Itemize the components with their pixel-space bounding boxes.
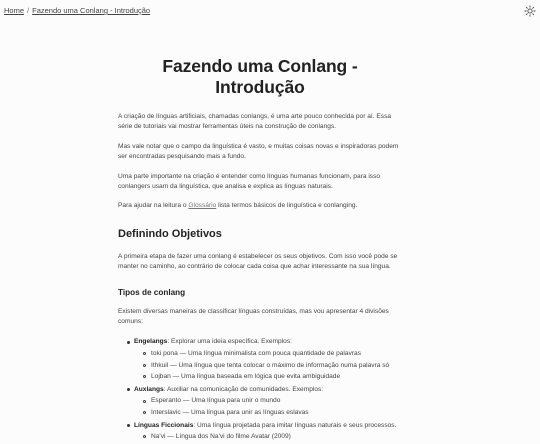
list-item: Lojban — Uma língua baseada em lógica que evita ambiguidade [134, 371, 402, 383]
conlang-types-list [118, 336, 402, 442]
list-item: Esperanto — Uma língua para unir o mundo [134, 395, 402, 407]
breadcrumb-separator: / [27, 6, 30, 15]
section-paragraph: A primeira etapa de fazer uma conlang é estabelecer os seus objetivos. Com isso você pode se manter no caminho, ao contrário de colocar cada coisa que achar interessante na sua língua. [118, 252, 398, 271]
type-name: Línguas Ficcionais [134, 421, 194, 429]
sun-icon [524, 5, 536, 17]
glossary-text-after: lista termos básicos de linguística e conlanging. [216, 202, 358, 210]
list-item-linguas-ficcionais [118, 420, 402, 443]
breadcrumb-home-link[interactable]: Home [4, 6, 25, 15]
section-heading: Definindo Objetivos [118, 227, 222, 240]
examples-list [134, 431, 402, 443]
list-item: toki pona — Uma língua minimalista com pouca quantidade de palavras [134, 348, 402, 360]
subsection-heading: Tipos de conlang [118, 287, 186, 297]
intro-paragraph-3: Uma parte importante na criação é entender como línguas humanas funcionam, para isso conlangers usam da linguística, que analisa e explica as línguas naturais. [118, 172, 381, 191]
list-item-engelangs [118, 336, 402, 382]
theme-toggle-button[interactable] [524, 4, 536, 16]
glossary-paragraph [118, 201, 402, 211]
intro-paragraph-1: A criação de línguas artificiais, chamadas conlangs, é uma arte pouco conhecida por aí. Essa série de tutoriais vai mostrar ferramentas úteis na construção de conlangs. [118, 113, 392, 131]
type-description: : Auxiliar na comunicação de comunidades. Exemplos: [163, 385, 324, 393]
breadcrumb-current-link[interactable]: Fazendo uma Conlang - Introdução [32, 6, 151, 15]
type-description: : Explorar uma ideia específica. Exemplos: [167, 338, 292, 346]
type-description: : Uma língua projetada para imitar línguas naturais e seus processos. [193, 421, 397, 429]
top-bar [0, 0, 540, 20]
examples-list [134, 395, 402, 418]
list-item-auxlangs [118, 384, 402, 419]
breadcrumb [4, 6, 150, 15]
examples-list [134, 348, 402, 383]
article-content [118, 56, 402, 444]
list-item: Na'vi — Língua dos Na'vi do filme Avatar (2009) [134, 431, 402, 443]
list-item: Interslavic — Uma língua para unir as línguas eslavas [134, 407, 402, 419]
page-title: Fazendo uma Conlang - Introdução [162, 56, 358, 97]
intro-paragraph-2: Mas vale notar que o campo da linguística é vasto, e muitas coisas novas e inspiradoras podem ser encontradas pesquisando mais a fundo. [118, 142, 399, 161]
type-name: Auxlangs [134, 385, 164, 393]
type-name: Engelangs [134, 338, 168, 346]
glossary-link[interactable]: Glossário [188, 202, 217, 210]
list-item: Ithkuil — Uma língua que tenta colocar o máximo de informação numa palavra só [134, 360, 402, 372]
glossary-text-before: Para ajudar na leitura o [118, 202, 189, 210]
subsection-paragraph: Existem diversas maneiras de classificar línguas construídas, mas vou apresentar 4 divisões comuns: [118, 307, 389, 326]
